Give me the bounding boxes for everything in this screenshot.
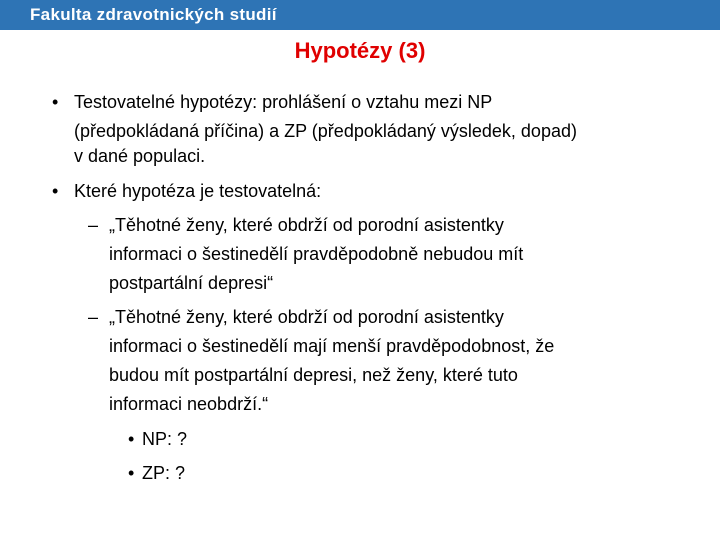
subitem-text-line: informaci o šestinedělí pravděpodobně nebudou mít <box>109 244 524 264</box>
subitem-marker: – <box>88 215 99 235</box>
subsubitem-marker: • <box>128 429 135 449</box>
bullet-text-line: Které hypotéza je testovatelná: <box>74 181 322 201</box>
subsubitem-text: ZP: ? <box>142 463 186 483</box>
faculty-name: Fakulta zdravotnických studií <box>30 5 277 24</box>
subitem-text-line: „Těhotné ženy, které obdrží od porodní asistentky <box>109 215 504 235</box>
subitem-text-line: budou mít postpartální depresi, než ženy, které tuto <box>109 365 518 385</box>
subitem-text-line: informaci o šestinedělí mají menší pravděpodobnost, že <box>109 336 555 356</box>
subitem-text-line: „Těhotné ženy, které obdrží od porodní asistentky <box>109 307 504 327</box>
subitem-marker: – <box>88 307 99 327</box>
bullet-text-line: v dané populaci. <box>74 146 206 166</box>
subsubitem-text: NP: ? <box>142 429 188 449</box>
subsubitem-marker: • <box>128 463 135 483</box>
subitem-text-line: postpartální depresi“ <box>109 273 274 293</box>
subitem-text-line: informaci neobdrží.“ <box>109 394 269 414</box>
slide-title: Hypotézy (3) <box>294 38 426 63</box>
bullet-text-line: (předpokládaná příčina) a ZP (předpokládaný výsledek, dopad) <box>74 121 577 141</box>
bullet-text-line: Testovatelné hypotézy: prohlášení o vztahu mezi NP <box>74 92 493 112</box>
bullet-marker: • <box>52 92 59 112</box>
bullet-marker: • <box>52 181 59 201</box>
